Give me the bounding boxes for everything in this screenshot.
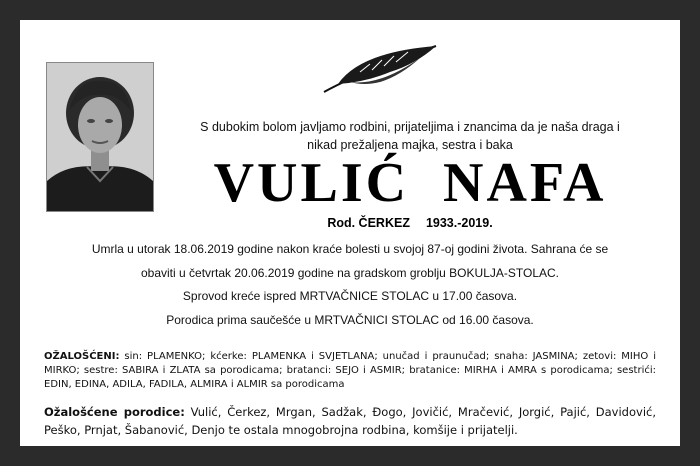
intro-line: S dubokim bolom javljamo rodbini, prijateljima i znancima da je naša draga i xyxy=(200,120,620,134)
notice-line: Sprovod kreće ispred MRTVAČNICE STOLAC u 17.00 časova. xyxy=(182,289,518,303)
birth-info xyxy=(160,216,660,230)
deceased-photo xyxy=(46,62,154,212)
intro-line: nikad prežaljena majka, sestra i baka xyxy=(307,138,513,152)
notice-line: obaviti u četvrtak 20.06.2019 godine na gradskom groblju BOKULJA-STOLAC. xyxy=(140,265,559,280)
first-name: NAFA xyxy=(443,152,607,214)
families-label: Ožalošćene porodice: xyxy=(44,405,185,419)
deceased-name xyxy=(160,152,660,214)
families-list xyxy=(44,403,656,439)
mourners-list xyxy=(44,350,656,392)
death-notice-text xyxy=(40,238,660,332)
notice-line: Umrla u utorak 18.06.2019 godine nakon kraće bolesti u svojoj 87-oj godini života. Sahrana će se xyxy=(91,242,609,256)
obituary-card xyxy=(20,20,680,446)
mourners-label: OŽALOŠĆENI: xyxy=(44,351,120,362)
families-text: Vulić, Čerkez, Mrgan, Sadžak, Đogo, Jovičić, Mračević, Jorgić, Pajić, Davidović, Peško, Prnjat, Šabanović, Denjo te ostala mnogobrojna rodbina, komšije i prijatelji. xyxy=(44,405,656,437)
life-years: 1933.-2019. xyxy=(425,216,493,230)
feather-icon xyxy=(320,42,440,94)
surname: VULIĆ xyxy=(213,152,410,214)
mourners-text: sin: PLAMENKO; kćerke: PLAMENKA i SVJETLANA; unučad i praunučad; snaha: JASMINA; zetovi: MIHO i MIRKO; sestre: SABIRA i ZLATA sa porodicama; bratanci: SEJO i ASMIR; bratanice: MIRHA i AMRA s porodicama; sestrići: EDIN, EDINA, ADILA, FADILA, ALMIRA i ALMIR sa porodicama xyxy=(44,351,656,390)
maiden-name: Rod. ČERKEZ xyxy=(327,216,410,230)
intro-text xyxy=(160,118,660,154)
notice-line: Porodica prima saučešće u MRTVAČNICI STOLAC od 16.00 časova. xyxy=(166,312,534,327)
